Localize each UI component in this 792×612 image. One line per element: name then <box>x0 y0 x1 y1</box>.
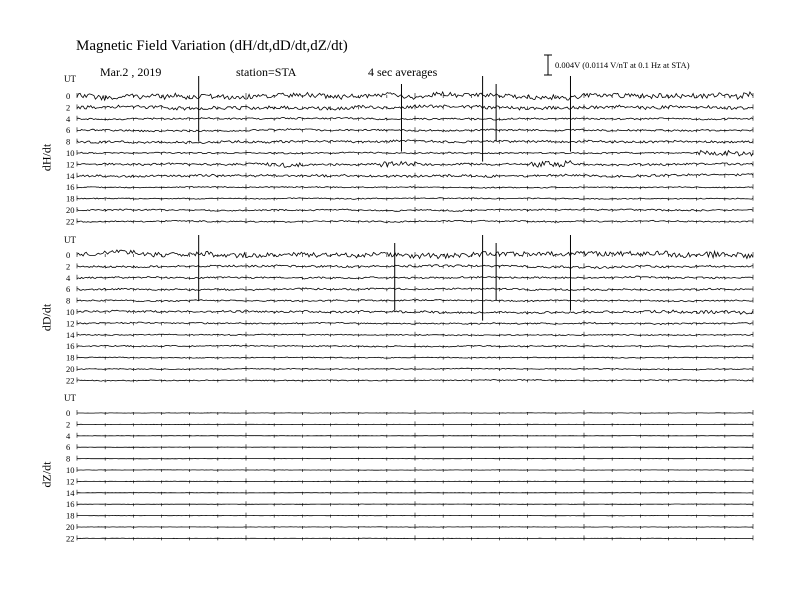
row-label: 18 <box>66 352 75 363</box>
row-label: 12 <box>66 159 75 170</box>
row-label: 2 <box>66 102 71 113</box>
row-label: 4 <box>66 272 71 283</box>
row-label: 22 <box>66 216 75 227</box>
row-label: 18 <box>66 193 75 204</box>
date-label: Mar.2 , 2019 <box>100 65 162 79</box>
ut-label-panel-3: UT <box>64 393 76 403</box>
row-label: 8 <box>66 136 71 147</box>
chart-title: Magnetic Field Variation (dH/dt,dD/dt,dZ/dt) <box>76 38 348 54</box>
row-label: 6 <box>66 442 71 453</box>
row-label: 0 <box>66 250 71 260</box>
averaging-label: 4 sec averages <box>368 65 438 79</box>
row-label: 8 <box>66 295 71 306</box>
panel-2 <box>66 235 753 385</box>
row-label: 0 <box>66 91 71 101</box>
row-label: 8 <box>66 453 71 464</box>
row-label: 16 <box>66 182 75 193</box>
row-label: 6 <box>66 125 71 136</box>
row-label: 4 <box>66 430 71 441</box>
row-label: 12 <box>66 318 75 329</box>
ylabel-panel-3: dZ/dt <box>39 461 54 488</box>
ylabel-panel-1: dH/dt <box>39 143 54 172</box>
row-label: 14 <box>66 170 75 181</box>
row-label: 10 <box>66 148 75 158</box>
row-label: 12 <box>66 476 75 487</box>
row-label: 2 <box>66 261 71 272</box>
row-label: 22 <box>66 375 75 386</box>
row-label: 20 <box>66 364 75 374</box>
row-label: 4 <box>66 113 71 124</box>
panel-3 <box>66 408 753 543</box>
row-label: 14 <box>66 329 75 340</box>
row-label: 18 <box>66 510 75 521</box>
row-label: 20 <box>66 205 75 215</box>
row-label: 22 <box>66 533 75 544</box>
station-label: station=STA <box>236 65 297 79</box>
ut-label-panel-1: UT <box>64 74 76 84</box>
row-label: 16 <box>66 341 75 352</box>
row-label: 2 <box>66 419 71 430</box>
row-label: 20 <box>66 522 75 532</box>
row-label: 16 <box>66 499 75 510</box>
scale-note: 0.004V (0.0114 V/nT at 0.1 Hz at STA) <box>555 60 690 70</box>
row-label: 14 <box>66 487 75 498</box>
ut-label-panel-2: UT <box>64 235 76 245</box>
ylabel-panel-2: dD/dt <box>39 303 54 332</box>
row-label: 0 <box>66 408 71 418</box>
row-label: 6 <box>66 284 71 295</box>
row-label: 10 <box>66 465 75 475</box>
row-label: 10 <box>66 307 75 317</box>
panel-1 <box>66 76 753 226</box>
